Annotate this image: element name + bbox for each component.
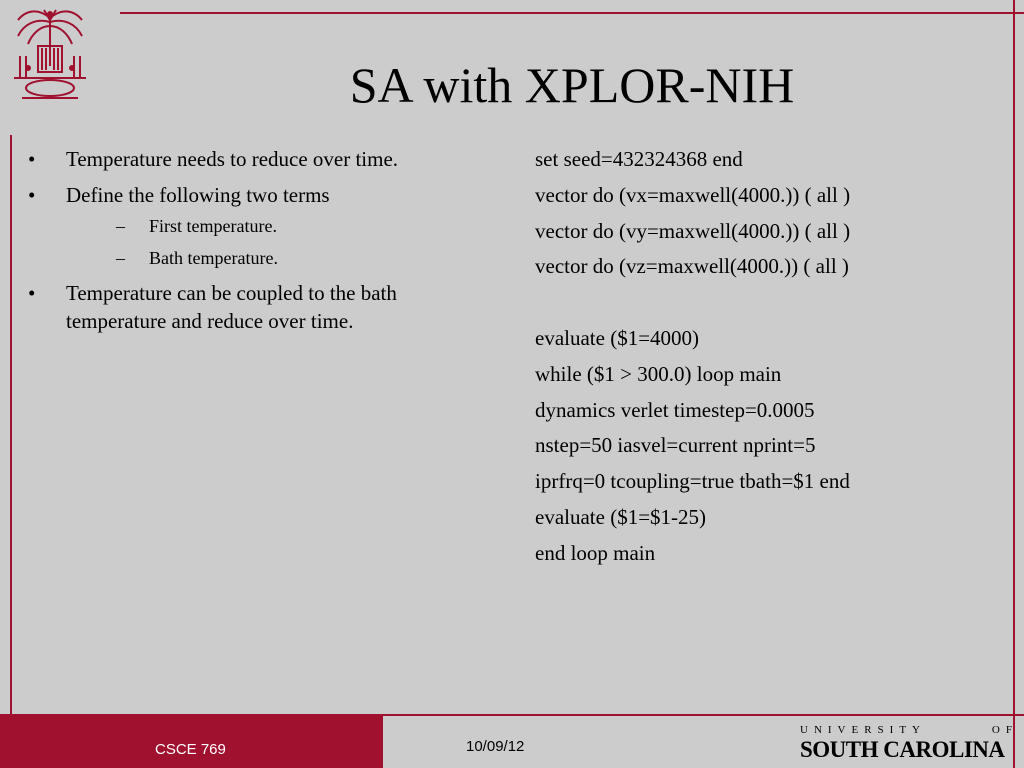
bullet-marker: • bbox=[28, 281, 36, 305]
code-line: while ($1 > 300.0) loop main bbox=[535, 361, 782, 386]
university-wordmark-top: UNIVERSITY OF bbox=[800, 724, 1018, 736]
bullet-text: Temperature can be coupled to the bath temperature and reduce over time. bbox=[66, 281, 397, 333]
bullet-list bbox=[28, 145, 498, 343]
bullet-text: Define the following two terms bbox=[66, 183, 330, 207]
sub-bullet-list bbox=[66, 215, 498, 270]
sub-bullet-item bbox=[66, 215, 498, 238]
code-line: dynamics verlet timestep=0.0005 bbox=[535, 397, 815, 422]
code-line bbox=[535, 285, 1005, 321]
right-rule bbox=[1013, 0, 1015, 768]
code-line: vector do (vy=maxwell(4000.)) ( all ) bbox=[535, 218, 851, 243]
sub-bullet-item bbox=[66, 247, 498, 270]
sub-bullet-text: First temperature. bbox=[149, 216, 277, 236]
top-rule bbox=[120, 12, 1024, 14]
sub-bullet-marker: – bbox=[116, 248, 125, 268]
sub-bullet-marker: – bbox=[116, 216, 125, 236]
bullet-item bbox=[28, 145, 498, 173]
bullet-text: Temperature needs to reduce over time. bbox=[66, 147, 399, 171]
code-line: vector do (vx=maxwell(4000.)) ( all ) bbox=[535, 182, 851, 207]
code-listing bbox=[535, 142, 1005, 572]
palmetto-logo-icon bbox=[8, 6, 92, 106]
code-line: evaluate ($1=4000) bbox=[535, 325, 700, 350]
university-wordmark-bottom: SOUTH CAROLINA bbox=[800, 737, 1005, 762]
left-rule bbox=[10, 135, 12, 768]
code-line: evaluate ($1=$1-25) bbox=[535, 504, 707, 529]
code-line: end loop main bbox=[535, 540, 656, 565]
code-line: nstep=50 iasvel=current nprint=5 bbox=[535, 433, 816, 458]
code-line: iprfrq=0 tcoupling=true tbath=$1 end bbox=[535, 469, 850, 494]
slide-title: SA with XPLOR-NIH bbox=[349, 57, 795, 113]
bullet-item bbox=[28, 181, 498, 270]
bullet-item bbox=[28, 279, 498, 335]
sub-bullet-text: Bath temperature. bbox=[149, 248, 278, 268]
university-wordmark bbox=[800, 724, 1018, 764]
bullet-marker: • bbox=[28, 183, 36, 207]
course-label: CSCE 769 bbox=[155, 741, 226, 758]
code-line: set seed=432324368 end bbox=[535, 147, 743, 171]
slide-date: 10/09/12 bbox=[466, 738, 525, 755]
bullet-marker: • bbox=[28, 147, 36, 171]
code-line: vector do (vz=maxwell(4000.)) ( all ) bbox=[535, 254, 849, 279]
